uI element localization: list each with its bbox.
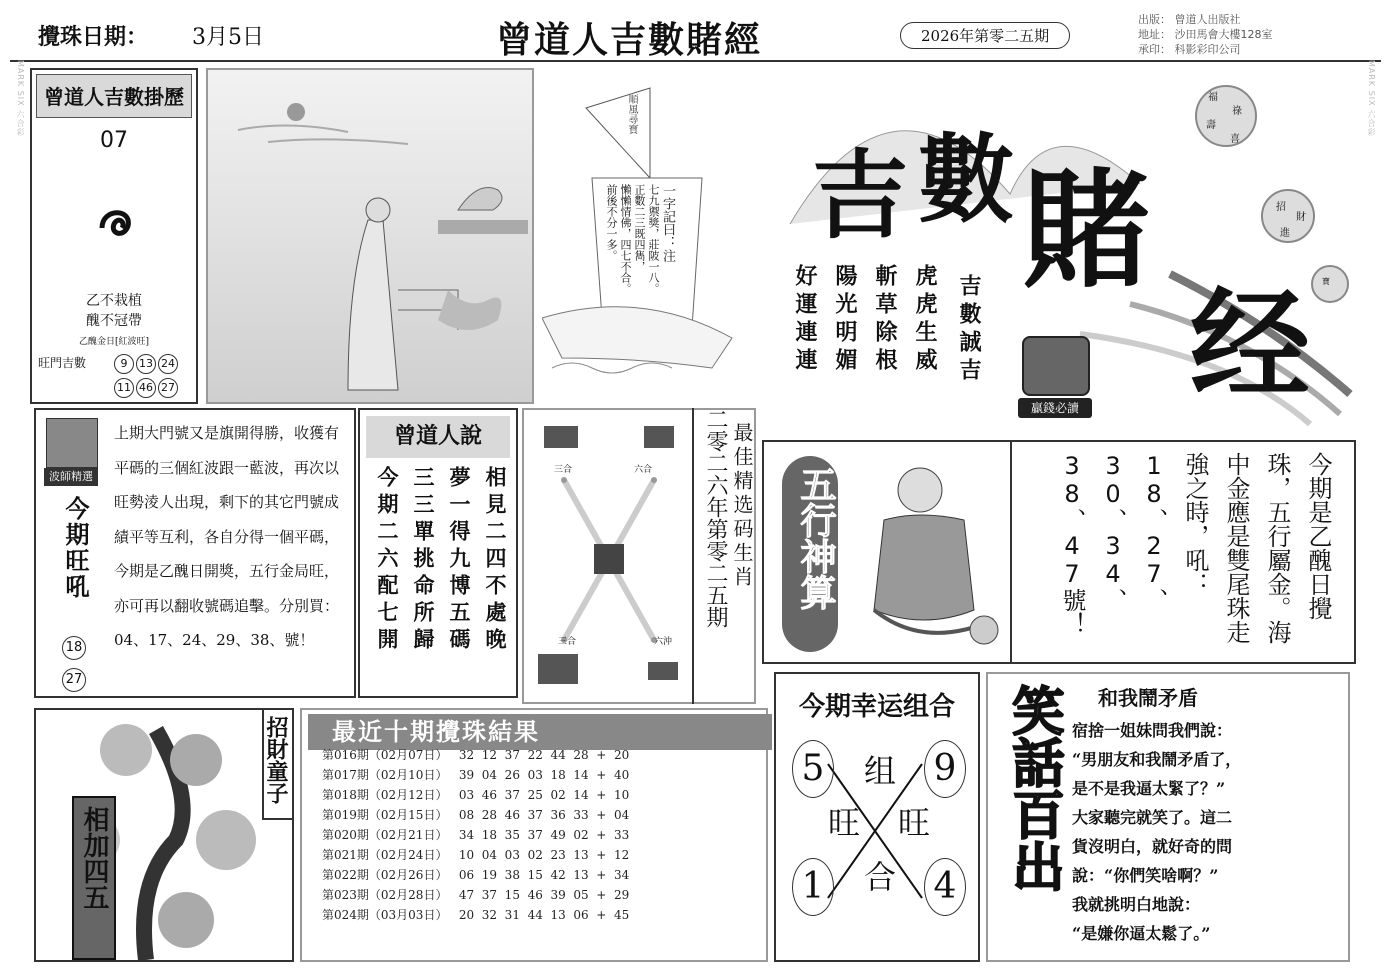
wuxing-panel xyxy=(762,440,1356,664)
calendar-note: 乙醜金日[紅波旺] xyxy=(78,337,150,347)
zodiac-label: 三合 xyxy=(554,465,573,475)
coin-char: 祿 xyxy=(1232,106,1242,117)
sail-text: 順風尋寶 xyxy=(626,94,637,134)
lucky-center-char: 组 xyxy=(864,752,897,790)
coin-char: 福 xyxy=(1208,92,1218,103)
wangkou-text: 上期大門號又是旗開得勝，收獲有平碼的三個紅波跟一藍波，再次以旺勢淩人出現，剩下的其它門號成績平等互利，各自分得一個平碼，今期是乙醜日開獎，五行金局旺，亦可再以翻收號碼追擊。分別買：04、17、24、29、38、號！ xyxy=(114,424,340,649)
lucky-combo-panel xyxy=(774,672,980,962)
tongzi-title: 招財童子 xyxy=(262,710,292,820)
brand-big-shu: 數 xyxy=(918,124,1014,236)
results-row: 第019期（02月15日） 08 28 46 37 36 33 + 04 xyxy=(322,808,630,822)
calendar-panel xyxy=(30,68,198,404)
coin-char: 寶 xyxy=(1322,277,1330,286)
results-row: 第017期（02月10日） 39 04 26 03 18 14 + 40 xyxy=(322,768,630,782)
brand-area xyxy=(750,64,1370,434)
lucky-center-char: 合 xyxy=(864,858,897,896)
poem-line: 一字記曰：注 xyxy=(660,184,675,262)
draw-date-value: 3月5日 xyxy=(192,25,264,50)
results-row: 第018期（02月12日） 03 46 37 25 02 14 + 10 xyxy=(322,788,630,802)
lucky-num-circle: 1 xyxy=(792,858,834,916)
coin-char: 喜 xyxy=(1230,134,1240,145)
wangkou-title: 今期旺吼 xyxy=(61,496,89,600)
wangkou-circled: 27 xyxy=(62,668,86,692)
brand-big-du: 賭 xyxy=(1022,156,1151,306)
publisher-info xyxy=(1138,12,1273,57)
shuo-panel xyxy=(358,408,518,698)
snake-icon xyxy=(92,198,140,246)
wangkou-circled: 18 xyxy=(62,636,86,660)
draw-date-label: 攪珠日期： xyxy=(38,25,149,50)
publisher-line: 出版： 曾道人出版社 xyxy=(1138,13,1241,26)
zodiac-label: 六合 xyxy=(634,465,653,475)
tiger-icon xyxy=(46,418,98,468)
shuo-column: 今期二六配七開 xyxy=(375,466,399,655)
shuo-column: 相見二四不處晚 xyxy=(483,466,507,655)
calendar-title: 曾道人吉數掛歷 xyxy=(36,74,192,118)
results-row: 第020期（02月21日） 34 18 35 37 49 02 + 33 xyxy=(322,828,630,842)
wuxing-title: 五行神算 xyxy=(795,466,836,610)
calendar-line2: 醜不冠帶 xyxy=(86,313,142,329)
poem-line: 正數二三既四雋， xyxy=(633,184,646,272)
lucky-num-circle: 4 xyxy=(924,858,966,916)
zodiac-subtitle: 最佳精选码生肖 xyxy=(730,422,754,590)
lucky-number: 24 xyxy=(158,354,178,374)
zodiac-side-panel xyxy=(692,408,758,704)
lucky-number: 27 xyxy=(158,378,178,398)
address-line: 地址： 沙田馬會大樓128室 xyxy=(1138,28,1273,41)
joke-panel xyxy=(986,672,1350,962)
joke-line: 是不是我逼太緊了？” xyxy=(1072,779,1226,798)
joke-line: 大家聽完就笑了。這二 xyxy=(1072,808,1233,827)
shuo-title: 曾道人說 xyxy=(366,416,510,458)
lucky-number: 11 xyxy=(114,378,134,398)
deity-image xyxy=(854,450,1004,660)
lucky-number: 9 xyxy=(114,354,134,374)
scholar-painting xyxy=(206,68,534,404)
win-money-badge: 贏錢必讀 xyxy=(1018,398,1092,418)
joke-line: 我就挑明白地說： xyxy=(1072,895,1201,914)
poem-line: 懶懶情佛，四七不合。 xyxy=(619,184,632,294)
lucky-num-circle: 5 xyxy=(792,740,834,798)
wangkou-panel xyxy=(34,408,356,698)
poem-line: 前後不分一多。 xyxy=(605,184,618,261)
right-side-watermark: MARK SIX 六合彩 xyxy=(1367,60,1376,138)
joke-line: “男朋友和我鬧矛盾了， xyxy=(1072,750,1242,769)
wuxing-text: 今期是乙醜日攪珠，五行屬金。海中金應是雙尾珠走強之時，吼：18、27、30、34、38、47號！ xyxy=(1058,452,1332,644)
coin-char: 進 xyxy=(1280,228,1290,239)
joke-line: 宿捨一姐妹問我們說： xyxy=(1072,721,1233,740)
header-bar xyxy=(10,8,1381,62)
results-row: 第022期（02月26日） 06 19 38 15 42 13 + 34 xyxy=(322,868,630,882)
joke-heading: 和我鬧矛盾 xyxy=(1098,686,1198,710)
lucky-number: 46 xyxy=(136,378,156,398)
tongzi-panel xyxy=(34,708,294,962)
results-title: 最近十期攪珠結果 xyxy=(308,714,772,750)
zodiac-label: 三合 xyxy=(558,637,577,647)
lucky-combo-title: 今期幸运组合 xyxy=(798,692,955,722)
shuo-column: 三三單挑命所歸 xyxy=(411,466,435,655)
side-verse: 吉數誠吉 xyxy=(956,274,982,386)
poem-line: 七九禦獎，莊陂一八。 xyxy=(647,184,660,294)
lucky-number: 13 xyxy=(136,354,156,374)
money-bag-icon xyxy=(1022,336,1090,396)
results-row: 第021期（02月24日） 10 04 03 02 23 13 + 12 xyxy=(322,848,630,862)
verse-column: 斬草除根 xyxy=(872,264,898,376)
verse-column: 虎虎生威 xyxy=(912,264,938,376)
brand-big-ji: 吉 xyxy=(812,140,908,252)
boat-poem xyxy=(604,184,674,324)
issue-badge: 2026年第零二五期 xyxy=(900,22,1070,49)
results-row: 第016期（02月07日） 32 12 37 22 44 28 + 20 xyxy=(322,748,630,762)
lucky-num-circle: 9 xyxy=(924,740,966,798)
zodiac-diagram xyxy=(524,410,694,700)
joke-body xyxy=(1072,716,1348,948)
lucky-label: 旺門吉數 xyxy=(38,356,87,370)
calendar-day-number: 07 xyxy=(100,128,128,153)
zodiac-label: 六沖 xyxy=(654,637,673,647)
results-row: 第023期（02月28日） 47 37 15 46 39 05 + 29 xyxy=(322,888,630,902)
printer-line: 承印： 科影彩印公司 xyxy=(1138,43,1241,56)
coin-char: 財 xyxy=(1296,212,1306,223)
verse-column: 陽光明媚 xyxy=(832,264,858,376)
page-title: 曾道人吉數賭經 xyxy=(496,20,763,61)
zodiac-issue: 二零二六年第零二五期 xyxy=(703,408,728,628)
scholar-figure-image xyxy=(208,70,532,402)
verse-column: 好運連連 xyxy=(792,264,818,376)
coin-char: 壽 xyxy=(1206,120,1216,131)
joke-big-title: 笑話百出 xyxy=(1003,684,1063,892)
wangkou-badge: 波師精選 xyxy=(44,468,98,486)
calendar-line1: 乙不栽植 xyxy=(86,293,142,309)
brand-big-jing: 经 xyxy=(1190,275,1310,416)
joke-line: “是嫌你逼太鬆了。” xyxy=(1072,924,1211,943)
boat-illustration xyxy=(542,68,742,404)
lucky-center-char: 旺 xyxy=(828,804,861,842)
tongzi-caption: 相加四五 xyxy=(79,806,109,910)
lucky-center-char: 旺 xyxy=(898,804,931,842)
joke-line: 說：“你們笑啥啊？” xyxy=(1072,866,1219,885)
coin-char: 招 xyxy=(1276,202,1286,213)
joke-line: 貨沒明白，就好奇的問 xyxy=(1072,837,1233,856)
wuxing-divider xyxy=(1010,442,1012,662)
zodiac-panel xyxy=(522,408,756,704)
results-row: 第024期（03月03日） 20 32 31 44 13 06 + 45 xyxy=(322,908,630,922)
left-side-watermark: MARK SIX 六合彩 xyxy=(16,60,25,138)
shuo-column: 夢一得九博五碼 xyxy=(447,466,471,655)
